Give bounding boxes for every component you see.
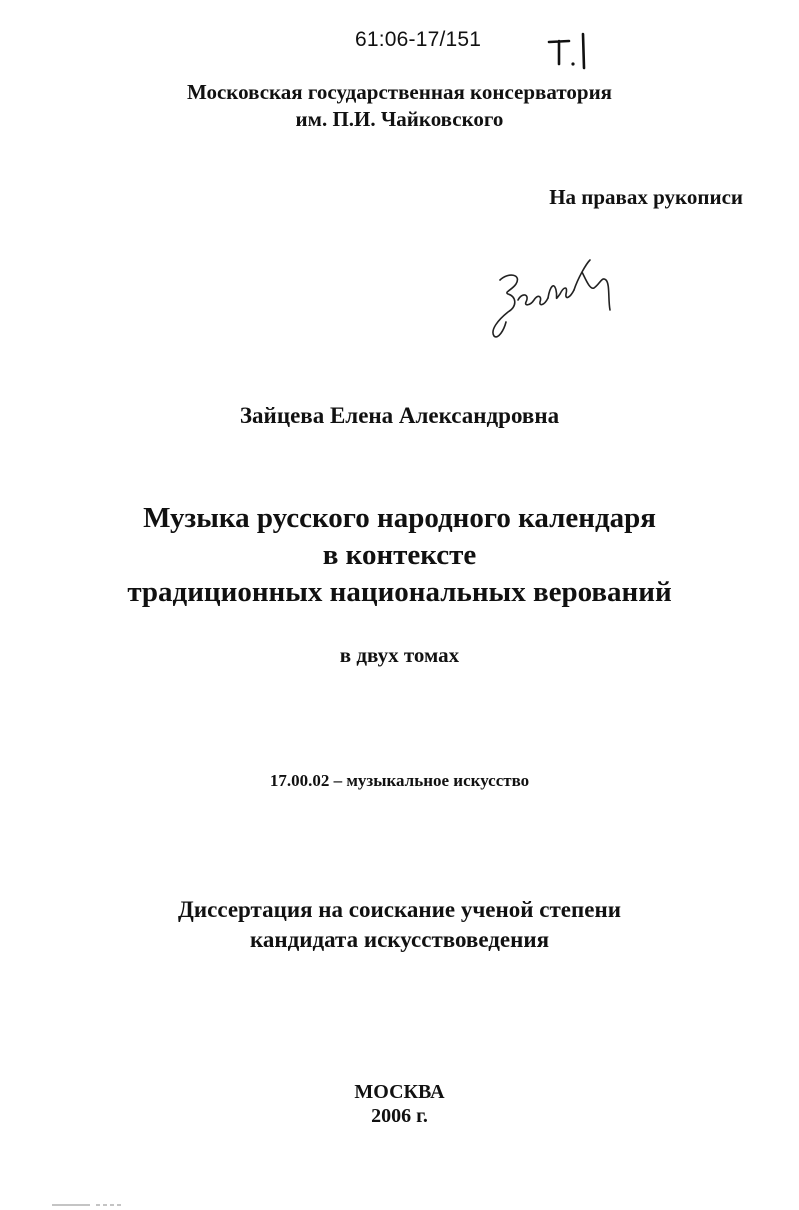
specialty-code: 17.00.02 – музыкальное искусство bbox=[269, 771, 530, 790]
degree-statement-line-2: кандидата искусствоведения bbox=[249, 927, 550, 952]
handwritten-volume-mark bbox=[545, 24, 605, 74]
dissertation-title-line-2: в контексте bbox=[322, 539, 477, 571]
dissertation-title-line-3: традиционных национальных верований bbox=[127, 576, 672, 608]
city: МОСКВА bbox=[354, 1081, 445, 1103]
institution-name: Московская государственная консерватория bbox=[186, 80, 613, 104]
author-signature bbox=[482, 250, 617, 345]
scan-edge-mark bbox=[52, 1204, 122, 1206]
catalog-number: 61:06-17/151 bbox=[355, 28, 482, 51]
institution-honorific: им. П.И. Чайковского bbox=[295, 107, 504, 131]
year: 2006 г. bbox=[371, 1105, 428, 1127]
degree-statement-line-1: Диссертация на соискание ученой степени bbox=[178, 897, 621, 922]
volumes-note: в двух томах bbox=[339, 643, 460, 667]
dissertation-title-line-1: Музыка русского народного календаря bbox=[143, 502, 656, 534]
author-name: Зайцева Елена Александровна bbox=[239, 403, 560, 428]
rights-notice: На правах рукописи bbox=[549, 185, 743, 209]
